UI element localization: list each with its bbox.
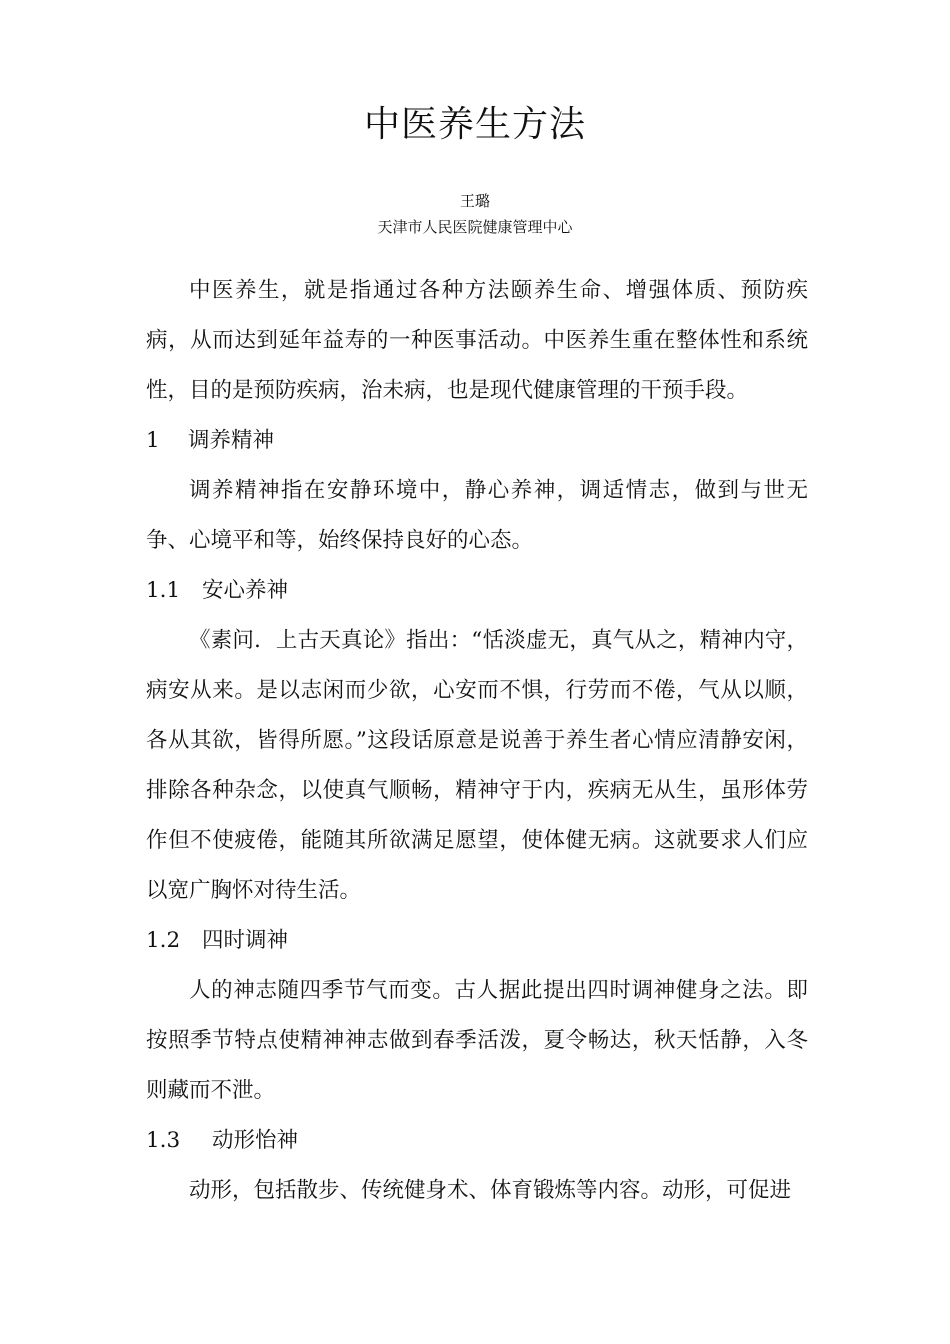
section-heading-1-1 [146, 566, 808, 616]
section-title: 调养精神 [188, 428, 275, 453]
section-title: 动形怡神 [212, 1128, 299, 1153]
author-name: 王璐 [459, 192, 490, 210]
section-1-paragraph: 调养精神指在安静环境中，静心养神，调适情志，做到与世无争、心境平和等，始终保持良好的心态。 [146, 478, 808, 553]
section-1-1-paragraph: 《素问．上古天真论》指出：“恬淡虚无，真气从之，精神内守，病安从来。是以志闲而少欲，心安而不惧，行劳而不倦，气从以顺，各从其欲，皆得所愿。”这段话原意是说善于养生者心情应清静安闲，排除各种杂念，以使真气顺畅，精神守于内，疾病无从生，虽形体劳作但不使疲倦，能随其所欲满足愿望，使体健无病。这就要求人们应以宽广胸怀对待生活。 [146, 628, 808, 903]
intro-paragraph: 中医养生，就是指通过各种方法颐养生命、增强体质、预防疾病，从而达到延年益寿的一种医事活动。中医养生重在整体性和系统性，目的是预防疾病，治未病，也是现代健康管理的干预手段。 [146, 278, 808, 403]
section-1-3-paragraph: 动形，包括散步、传统健身术、体育锻炼等内容。动形，可促进 [189, 1178, 792, 1203]
section-number: 1 [146, 428, 160, 453]
section-title: 四时调神 [202, 928, 289, 953]
section-1-2-paragraph: 人的神志随四季节气而变。古人据此提出四时调神健身之法。即按照季节特点使精神神志做到春季活泼，夏令畅达，秋天恬静，入冬则藏而不泄。 [146, 978, 808, 1103]
section-number: 1.2 [146, 928, 181, 953]
section-title: 安心养神 [202, 578, 289, 603]
section-heading-1 [146, 416, 808, 466]
document-title: 中医养生方法 [363, 104, 586, 145]
author-affiliation: 天津市人民医院健康管理中心 [377, 218, 573, 236]
section-number: 1.3 [146, 1128, 181, 1153]
section-heading-1-3 [146, 1116, 808, 1166]
section-number: 1.1 [146, 578, 181, 603]
section-heading-1-2 [146, 916, 808, 966]
document-body [146, 266, 808, 1216]
